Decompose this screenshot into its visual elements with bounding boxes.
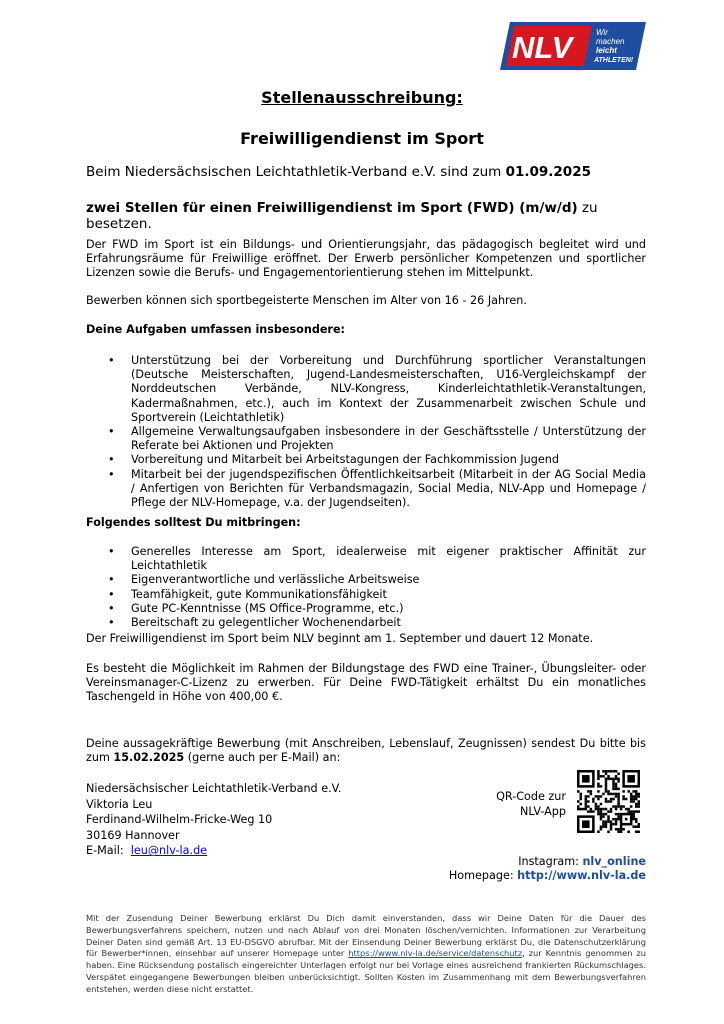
positions-suffix: zu besetzen.	[86, 200, 598, 232]
qr-module	[622, 805, 625, 808]
qr-module	[587, 810, 590, 813]
page-title: Stellenausschreibung:	[261, 88, 463, 107]
qr-module	[635, 793, 638, 796]
qr-module	[600, 810, 603, 813]
tasks-list	[108, 354, 646, 510]
qr-module	[617, 798, 620, 801]
qr-module	[635, 795, 638, 798]
homepage-link[interactable]: http://www.nlv-la.de	[517, 869, 646, 882]
list-item-text: Mitarbeit bei der jugendspezifischen Öffentlichkeitsarbeit (Mitarbeit in der AG Social Media / Anfertigen von Berichten für Verbandsmagazin, Social Media, NLV-App und Homepage / Pflege der NLV-Homepage, v.a. der Jugendseiten).	[131, 467, 646, 510]
qr-module	[615, 775, 618, 778]
qr-module	[600, 808, 603, 811]
qr-module	[612, 778, 615, 781]
qr-module	[605, 788, 608, 791]
bullet-icon: •	[108, 616, 115, 630]
qr-module	[602, 775, 605, 778]
qr-module	[585, 803, 588, 806]
qr-module	[597, 813, 600, 816]
qr-module	[600, 825, 603, 828]
qr-module	[625, 818, 628, 821]
qr-module	[637, 800, 640, 803]
qr-module	[607, 818, 610, 821]
qr-module	[607, 820, 610, 823]
qr-module	[605, 800, 608, 803]
qr-module	[615, 788, 618, 791]
qr-module	[630, 810, 633, 813]
qr-label-line1: QR-Code zur	[496, 790, 566, 803]
qr-module	[612, 798, 615, 801]
qr-module	[607, 815, 610, 818]
qr-module	[635, 820, 638, 823]
qr-module	[615, 805, 618, 808]
qr-module	[612, 770, 615, 773]
list-item	[108, 588, 646, 602]
qr-module	[585, 808, 588, 811]
qr-module	[622, 828, 625, 831]
qr-module	[632, 795, 635, 798]
qr-module	[610, 828, 613, 831]
qr-module	[622, 790, 625, 793]
qr-module	[627, 808, 630, 811]
intro-line	[86, 164, 591, 180]
list-item	[108, 453, 646, 467]
qr-module	[612, 788, 615, 791]
qr-module	[585, 800, 588, 803]
qr-module	[632, 815, 635, 818]
qr-module	[597, 795, 600, 798]
qr-module	[610, 800, 613, 803]
qr-module	[610, 778, 613, 781]
qr-module	[600, 785, 603, 788]
qr-module	[617, 795, 620, 798]
qr-module	[637, 805, 640, 808]
qr-module	[600, 775, 603, 778]
qr-module	[597, 808, 600, 811]
qr-module	[617, 815, 620, 818]
intro-text: Beim Niedersächsischen Leichtathletik-Verband e.V. sind zum	[86, 164, 506, 180]
address-city: 30169 Hannover	[86, 828, 180, 842]
qr-module	[615, 785, 618, 788]
qr-module	[622, 798, 625, 801]
qr-module	[610, 793, 613, 796]
address-org: Niedersächsischer Leichtathletik-Verband e.V.	[86, 782, 342, 795]
footer-text-1: Mit der Zusendung Deiner Bewerbung erklärst Du Dich damit einverstanden, dass wir Deine Daten für die Dauer des Bewerbungsverfahrens speichern, nutzen und nach Ablauf von drei Monaten löschen/vernichten. Informationen zur Verarbeitung Deiner Daten sind gemäß Art. 13 EU-DSGVO abrufbar. Mit der Einsendung Deiner Bewerbung erklärst Du, die Datenschutzerklärung für Bewerber*innen, einsehbar auf unserer Homepage unter	[86, 913, 646, 959]
qr-module	[597, 790, 600, 793]
list-item	[108, 545, 646, 573]
qr-module	[635, 790, 638, 793]
qr-module	[600, 813, 603, 816]
qr-module	[632, 818, 635, 821]
start-paragraph: Der Freiwilligendienst im Sport beim NLV beginnt am 1. September und dauert 12 Monate.	[86, 632, 594, 645]
nlv-logo	[500, 22, 646, 70]
qr-module	[597, 770, 600, 773]
qr-module	[605, 820, 608, 823]
qr-label	[486, 789, 566, 819]
qr-module	[620, 825, 623, 828]
qr-module	[622, 795, 625, 798]
qr-module	[635, 810, 638, 813]
address-street: Ferdinand-Wilhelm-Fricke-Weg 10	[86, 813, 273, 827]
qr-module	[602, 770, 605, 773]
qr-module	[602, 813, 605, 816]
qr-module	[607, 800, 610, 803]
qr-module	[632, 810, 635, 813]
qr-module	[612, 780, 615, 783]
qr-module	[602, 820, 605, 823]
footer-text-2: , zur Kenntnis genommen zu haben. Eine Rücksendung postalisch eingereichter Unterlagen erfolgt nur bei Vorlage eines ausreichend frankierten Rückumschlages. Verspätet eingegangene Bewerbungen bleiben unberücksichtigt. Sollten Kosten im Zusammenhang mit dem Bewerbungsverfahren entstehen, werden diese nicht erstattet.	[86, 948, 646, 994]
qr-module	[582, 820, 590, 828]
qr-module	[585, 798, 588, 801]
qr-module	[587, 790, 590, 793]
qr-module	[577, 808, 580, 811]
instagram-line	[380, 855, 646, 868]
qr-module	[597, 773, 600, 776]
qr-module	[615, 820, 618, 823]
qr-module	[605, 770, 608, 773]
qr-module	[627, 830, 630, 833]
logo-slogan-4: ATHLETEN!	[594, 57, 634, 64]
qr-module	[605, 825, 608, 828]
qr-module	[620, 808, 623, 811]
application-paragraph	[86, 737, 646, 765]
bullet-icon: •	[108, 354, 115, 367]
page-subtitle: Freiwilligendienst im Sport	[240, 129, 484, 148]
list-item-text: Bereitschaft zu gelegentlicher Wochenendarbeit	[131, 616, 401, 630]
qr-module	[617, 780, 620, 783]
qr-module	[605, 780, 608, 783]
qr-module	[615, 770, 618, 773]
logo-slogan-1: Wir	[596, 28, 608, 37]
bullet-icon: •	[108, 467, 115, 481]
qr-module	[612, 783, 615, 786]
qr-module	[630, 795, 633, 798]
qr-module	[612, 818, 615, 821]
description-paragraph: Der FWD im Sport ist ein Bildungs- und Orientierungsjahr, das pädagogisch begleitet wird und Erfahrungsräume für Freiwillige eröffnet. Der Erwerb persönlicher Kompetenzen und sportlicher Lizenzen sowie die Berufs- und Engagementorientierung stehen im Mittelpunkt.	[86, 238, 646, 280]
qr-module	[605, 813, 608, 816]
qr-module	[605, 790, 608, 793]
qr-module	[605, 773, 608, 776]
address-name: Viktoria Leu	[86, 797, 153, 811]
qr-module	[610, 820, 613, 823]
qr-module	[617, 818, 620, 821]
qr-module	[600, 828, 603, 831]
qr-module	[597, 783, 600, 786]
qr-module	[602, 815, 605, 818]
qr-module	[587, 800, 590, 803]
positions-bold: zwei Stellen für einen Freiwilligendienst im Sport (FWD) (m/w/d)	[86, 200, 578, 216]
qr-module	[620, 805, 623, 808]
qr-module	[637, 830, 640, 833]
qr-module	[577, 790, 580, 793]
qr-module	[597, 775, 600, 778]
email-link[interactable]: leu@nlv-la.de	[130, 844, 208, 858]
logo-slogan-2: machen	[596, 37, 625, 46]
qr-module	[610, 825, 613, 828]
qr-module	[617, 800, 620, 803]
qr-module	[630, 793, 633, 796]
logo-text: NLV	[512, 30, 573, 65]
qr-module	[597, 778, 600, 781]
qr-module	[617, 778, 620, 781]
qr-module	[610, 810, 613, 813]
qr-module	[600, 815, 603, 818]
logo-slogan-3: leicht	[596, 46, 617, 55]
qr-module	[635, 805, 638, 808]
list-item	[108, 354, 646, 425]
qr-module	[615, 828, 618, 831]
qr-module	[587, 795, 590, 798]
qr-module	[595, 805, 598, 808]
qr-module	[605, 783, 608, 786]
qr-module	[615, 818, 618, 821]
list-item-text: Unterstützung bei der Vorbereitung und Durchführung sportlicher Veranstaltungen (Deutsche Meisterschaften, Jugend-Landesmeisterschaften, U16-Vergleichskampf der Norddeutschen Verbände, NLV-Kongress, Kinderleichtathletik-Veranstaltungen, Kadermaßnahmen, etc.), auch im Kontext der Zusammenarbeit zwischen Schule und Sportverein (Leichtathletik)	[131, 354, 646, 424]
bullet-icon: •	[108, 425, 115, 439]
tasks-heading: Deine Aufgaben umfassen insbesondere:	[86, 323, 346, 336]
qr-module	[580, 798, 583, 801]
qr-module	[607, 778, 610, 781]
qr-module	[617, 803, 620, 806]
qr-module	[615, 808, 618, 811]
qr-module	[612, 805, 615, 808]
qr-module	[637, 810, 640, 813]
list-item	[108, 425, 646, 453]
qr-module	[607, 770, 610, 773]
qr-module	[605, 785, 608, 788]
bullet-icon: •	[108, 573, 115, 587]
positions-line	[86, 200, 646, 232]
qr-module	[617, 830, 620, 833]
qr-module	[602, 808, 605, 811]
address-email-line	[86, 843, 341, 859]
homepage-label: Homepage:	[448, 869, 514, 882]
qr-module	[605, 823, 608, 826]
qr-label-line2: NLV-App	[519, 805, 566, 818]
qr-module	[607, 790, 610, 793]
qr-module	[632, 800, 635, 803]
qr-module	[597, 785, 600, 788]
qr-module	[630, 798, 633, 801]
qr-module	[590, 810, 593, 813]
qr-module	[605, 798, 608, 801]
qr-module	[632, 790, 635, 793]
qr-module	[580, 808, 583, 811]
qr-code-icon[interactable]	[577, 770, 640, 833]
qr-module	[617, 788, 620, 791]
qr-module	[620, 830, 623, 833]
qr-module	[620, 828, 623, 831]
qr-module	[630, 805, 633, 808]
start-date: 01.09.2025	[505, 164, 591, 180]
qr-module	[592, 810, 595, 813]
qr-module	[615, 795, 618, 798]
qr-module	[612, 823, 615, 826]
requirements-heading: Folgendes solltest Du mitbringen:	[86, 516, 301, 529]
qr-module	[582, 808, 585, 811]
qr-module	[617, 793, 620, 796]
qr-module	[607, 810, 610, 813]
qr-module	[630, 800, 633, 803]
qr-module	[605, 778, 608, 781]
application-suffix: (gerne auch per E-Mail) an:	[184, 751, 341, 765]
qr-module	[627, 790, 630, 793]
qr-module	[610, 798, 613, 801]
qr-module	[602, 823, 605, 826]
qr-module	[615, 813, 618, 816]
qr-module	[602, 793, 605, 796]
qr-module	[600, 803, 603, 806]
qr-module	[602, 825, 605, 828]
qr-module	[600, 818, 603, 821]
qr-module	[607, 830, 610, 833]
list-item-text: Generelles Interesse am Sport, idealerweise mit eigener praktischer Affinität zur Leichtathletik	[131, 545, 646, 573]
qr-module	[607, 793, 610, 796]
qr-module	[610, 770, 613, 773]
privacy-link[interactable]: https://www.nlv-la.de/service/datenschutz	[348, 948, 523, 959]
license-paragraph: Es besteht die Möglichkeit im Rahmen der Bildungstage des FWD eine Trainer-, Übungsleiter- oder Vereinsmanager-C-Lizenz zu erwerben. Für Deine FWD-Tätigkeit erhältst Du ein monatliches Taschengeld in Höhe von 400,00 €.	[86, 662, 646, 704]
qr-module	[595, 795, 598, 798]
qr-module	[637, 825, 640, 828]
qr-module	[635, 825, 638, 828]
qr-module	[617, 813, 620, 816]
list-item	[108, 602, 646, 616]
requirements-list	[108, 545, 646, 630]
qr-module	[590, 793, 593, 796]
qr-module	[580, 793, 583, 796]
bullet-icon: •	[108, 545, 115, 558]
qr-module	[587, 805, 590, 808]
qr-module	[635, 818, 638, 821]
list-item-text: Gute PC-Kenntnisse (MS Office-Programme, etc.)	[131, 601, 404, 615]
list-item	[108, 468, 646, 511]
bullet-icon: •	[108, 453, 115, 467]
qr-module	[615, 793, 618, 796]
list-item-text: Allgemeine Verwaltungsaufgaben insbesondere in der Geschäftsstelle / Unterstützung der Referate bei Aktionen und Projekten	[131, 425, 646, 453]
qr-module	[582, 775, 590, 783]
application-deadline: 15.02.2025	[113, 751, 185, 765]
qr-module	[592, 798, 595, 801]
qr-module	[577, 800, 580, 803]
qr-module	[635, 803, 638, 806]
qr-module	[612, 793, 615, 796]
qr-module	[632, 813, 635, 816]
qr-module	[627, 810, 630, 813]
qr-module	[597, 830, 600, 833]
bullet-icon: •	[108, 601, 115, 615]
instagram-handle[interactable]: nlv_online	[582, 855, 646, 868]
qr-module	[597, 805, 600, 808]
qr-module	[585, 805, 588, 808]
qr-module	[597, 810, 600, 813]
qr-module	[592, 800, 595, 803]
qr-module	[635, 798, 638, 801]
qr-module	[590, 808, 593, 811]
qr-module	[600, 795, 603, 798]
qr-module	[595, 808, 598, 811]
qr-module	[637, 803, 640, 806]
qr-module	[637, 793, 640, 796]
qr-module	[607, 775, 610, 778]
homepage-line	[380, 869, 646, 882]
bullet-icon: •	[108, 587, 115, 601]
qr-module	[625, 808, 628, 811]
qr-module	[597, 798, 600, 801]
qr-module	[612, 785, 615, 788]
list-item	[108, 573, 646, 587]
qr-module	[637, 823, 640, 826]
qr-module	[577, 805, 580, 808]
qr-module	[615, 823, 618, 826]
list-item-text: Eigenverantwortliche und verlässliche Arbeitsweise	[131, 573, 420, 587]
list-item-text: Teamfähigkeit, gute Kommunikationsfähigkeit	[131, 587, 387, 601]
instagram-label: Instagram:	[518, 855, 579, 868]
qr-module	[590, 790, 593, 793]
qr-module	[617, 773, 620, 776]
application-text: Deine aussagekräftige Bewerbung (mit Anschreiben, Lebenslauf, Zeugnissen) sendest Du bitte bis zum	[86, 737, 646, 765]
qr-module	[585, 795, 588, 798]
qr-module	[580, 803, 583, 806]
qr-module	[635, 830, 638, 833]
email-label: E-Mail:	[86, 844, 124, 858]
list-item	[108, 616, 646, 630]
qr-module	[637, 795, 640, 798]
qr-module	[610, 823, 613, 826]
qr-module	[615, 778, 618, 781]
qr-module	[617, 805, 620, 808]
qr-module	[625, 798, 628, 801]
qr-module	[580, 795, 583, 798]
qr-module	[610, 808, 613, 811]
qr-module	[605, 808, 608, 811]
qr-module	[632, 825, 635, 828]
list-item-text: Vorbereitung und Mitarbeit bei Arbeitstagungen der Fachkommission Jugend	[131, 453, 559, 467]
privacy-footer	[86, 913, 646, 996]
age-paragraph: Bewerben können sich sportbegeisterte Menschen im Alter von 16 - 26 Jahren.	[86, 294, 527, 307]
address-block	[86, 781, 341, 859]
qr-module	[595, 803, 598, 806]
qr-module	[632, 798, 635, 801]
qr-module	[627, 775, 635, 783]
qr-module	[615, 783, 618, 786]
qr-module	[617, 828, 620, 831]
